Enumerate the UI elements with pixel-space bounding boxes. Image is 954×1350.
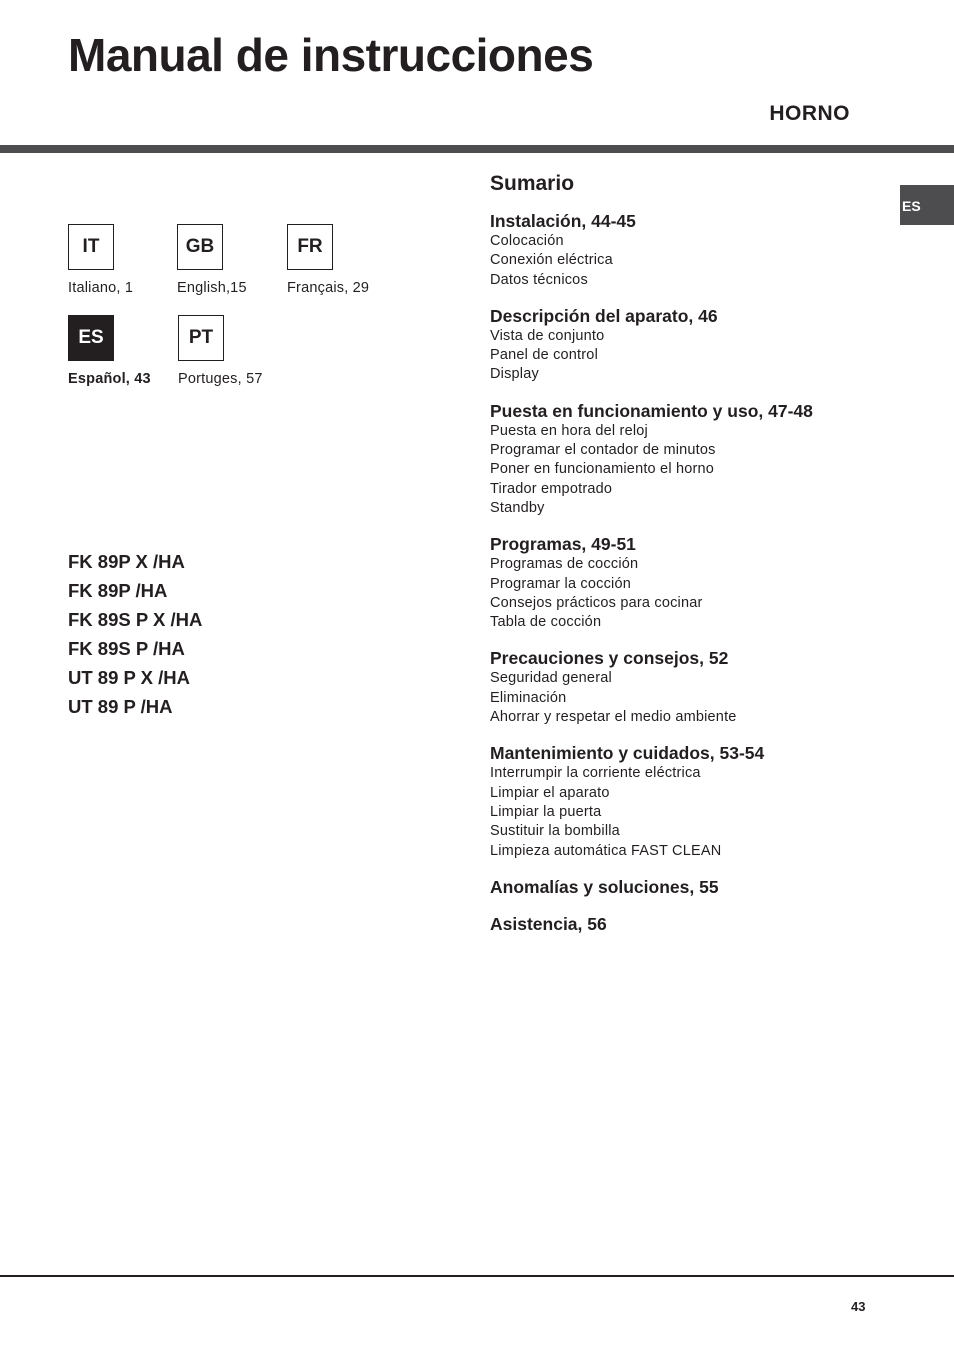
model-name: FK 89P X /HA — [68, 551, 185, 572]
toc-item[interactable]: Programas de cocción — [490, 556, 639, 573]
toc-item[interactable]: Display — [490, 366, 539, 383]
language-code-box: PT — [178, 315, 224, 361]
toc-item[interactable]: Conexión eléctrica — [490, 252, 613, 269]
language-item-fr[interactable] — [287, 224, 397, 296]
toc-item[interactable]: Programar el contador de minutos — [490, 442, 716, 459]
language-item-it[interactable] — [68, 224, 178, 296]
model-name: UT 89 P X /HA — [68, 667, 191, 688]
toc-section-mantenimiento — [490, 742, 890, 860]
language-label: Portuges, 57 — [178, 371, 263, 387]
language-label: English,15 — [177, 280, 247, 296]
toc-heading[interactable]: Descripción del aparato, 46 — [490, 305, 718, 326]
language-code-box-active: ES — [68, 315, 114, 361]
language-label: Français, 29 — [287, 280, 370, 296]
toc-item[interactable]: Seguridad general — [490, 670, 612, 687]
footer-divider — [0, 1275, 954, 1277]
language-label-active: Español, 43 — [68, 371, 151, 387]
language-item-gb[interactable] — [177, 224, 287, 296]
toc-heading[interactable]: Instalación, 44-45 — [490, 211, 636, 231]
product-subtitle: HORNO — [769, 102, 850, 125]
toc-title: Sumario — [490, 172, 575, 195]
toc-item[interactable]: Colocación — [490, 233, 564, 249]
toc-heading[interactable]: Asistencia, 56 — [490, 913, 607, 934]
language-item-es[interactable] — [68, 315, 178, 387]
language-label: Italiano, 1 — [68, 280, 134, 296]
model-name: UT 89 P /HA — [68, 696, 173, 717]
toc-item[interactable]: Vista de conjunto — [490, 327, 605, 344]
toc-item[interactable]: Tabla de cocción — [490, 614, 602, 631]
language-item-pt[interactable] — [178, 315, 288, 387]
toc-item[interactable]: Poner en funcionamiento el horno — [490, 461, 715, 478]
language-code-box: FR — [287, 224, 333, 270]
model-name: FK 89P /HA — [68, 580, 168, 601]
toc-item[interactable]: Panel de control — [490, 347, 598, 364]
toc-heading[interactable]: Puesta en funcionamiento y uso, 47-48 — [490, 400, 813, 421]
toc-heading[interactable]: Anomalías y soluciones, 55 — [490, 876, 719, 897]
toc-section-asistencia — [490, 913, 890, 935]
model-list — [68, 547, 202, 721]
toc-item[interactable]: Limpiar el aparato — [490, 784, 610, 801]
table-of-contents — [490, 172, 890, 950]
toc-item[interactable]: Ahorrar y respetar el medio ambiente — [490, 709, 737, 726]
toc-heading[interactable]: Programas, 49-51 — [490, 534, 636, 555]
toc-item[interactable]: Tirador empotrado — [490, 480, 613, 497]
toc-item[interactable]: Eliminación — [490, 689, 567, 706]
toc-section-precauciones — [490, 647, 890, 727]
toc-item[interactable]: Consejos prácticos para cocinar — [490, 594, 703, 611]
model-name: FK 89S P /HA — [68, 638, 185, 659]
toc-section-anomalias — [490, 876, 890, 898]
toc-item[interactable]: Interrumpir la corriente eléctrica — [490, 765, 701, 782]
toc-heading[interactable]: Precauciones y consejos, 52 — [490, 648, 729, 669]
toc-section-descripcion — [490, 305, 890, 385]
model-name: FK 89S P X /HA — [68, 609, 203, 630]
toc-item[interactable]: Limpiar la puerta — [490, 803, 602, 820]
toc-item[interactable]: Datos técnicos — [490, 271, 588, 288]
toc-item[interactable]: Standby — [490, 499, 545, 516]
toc-heading[interactable]: Mantenimiento y cuidados, 53-54 — [490, 743, 765, 764]
toc-section-programas — [490, 533, 890, 632]
language-side-tab: ES — [900, 185, 954, 225]
header-divider — [0, 145, 954, 153]
language-code-box: IT — [68, 224, 114, 270]
language-code-box: GB — [177, 224, 223, 270]
toc-item[interactable]: Programar la cocción — [490, 575, 631, 592]
toc-section-instalacion — [490, 210, 890, 290]
page-number: 43 — [851, 1299, 866, 1314]
toc-section-puesta — [490, 400, 890, 518]
toc-item[interactable]: Sustituir la bombilla — [490, 823, 620, 840]
page-title: Manual de instrucciones — [68, 29, 594, 81]
toc-item[interactable]: Limpieza automática FAST CLEAN — [490, 842, 722, 859]
toc-item[interactable]: Puesta en hora del reloj — [490, 422, 648, 439]
